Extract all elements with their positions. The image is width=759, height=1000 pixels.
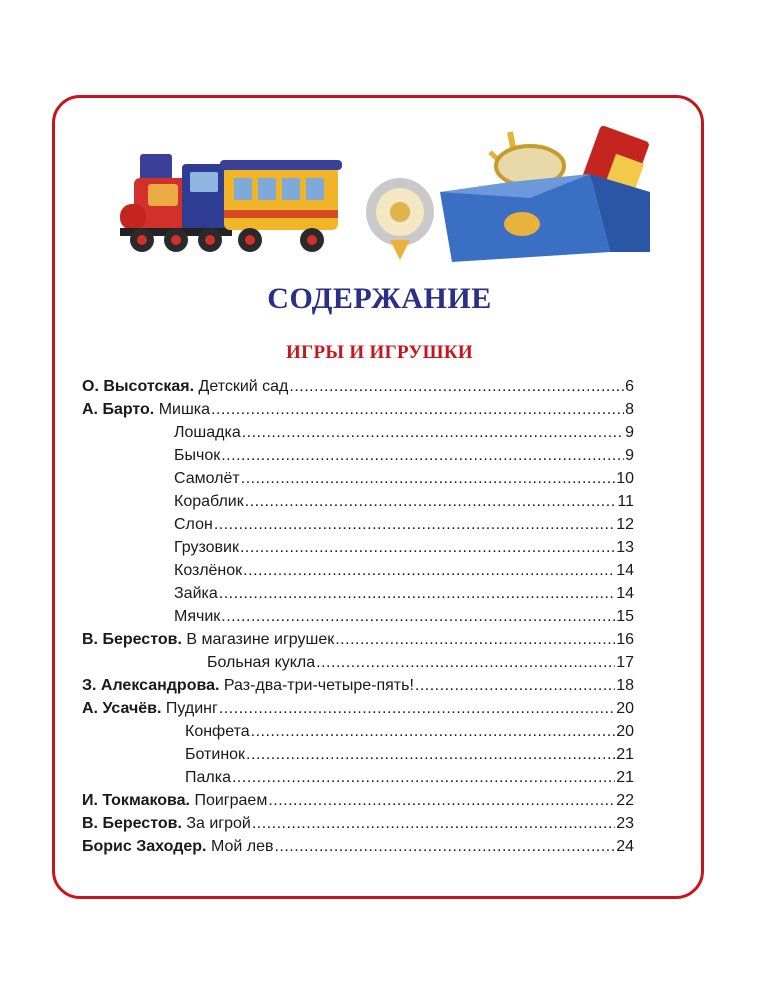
toc-title: Грузовик: [174, 539, 239, 556]
toc-page-number: 9: [625, 447, 634, 464]
toc-page-number: 24: [616, 838, 634, 855]
toc-author: Борис Заходер.: [82, 838, 211, 855]
toc-title: За игрой: [186, 815, 251, 832]
toc-title: Детский сад: [198, 378, 289, 395]
toc-leader: [221, 606, 615, 628]
toc-leader: [415, 675, 615, 697]
toc-entry[interactable]: [207, 652, 634, 674]
toc-title: Лошадка: [174, 424, 241, 441]
toc-entry[interactable]: [82, 813, 634, 835]
toc-entry[interactable]: [174, 445, 634, 467]
toc-entry[interactable]: [174, 583, 634, 605]
toc-title: Ботинок: [185, 746, 246, 763]
toc-title: Мишка: [158, 401, 211, 418]
toc-page-number: 20: [616, 723, 634, 740]
toc-entry[interactable]: [185, 767, 634, 789]
toc-page-number: 12: [616, 516, 634, 533]
toc-title: Самолёт: [174, 470, 240, 487]
toc-page-number: 13: [616, 539, 634, 556]
section-title: ИГРЫ И ИГРУШКИ: [286, 342, 473, 363]
toc-leader: [242, 422, 624, 444]
toc-page-number: 8: [625, 401, 634, 418]
toc-author: О. Высотская.: [82, 378, 199, 395]
toc-page-number: 21: [616, 769, 634, 786]
toc-leader: [241, 468, 615, 490]
toc-leader: [316, 652, 615, 674]
toy-train-icon: [120, 154, 342, 252]
toc-author: И. Токмакова.: [82, 792, 195, 809]
toc-entry[interactable]: [174, 468, 634, 490]
toc-page-number: 15: [616, 608, 634, 625]
toc-page-number: 10: [616, 470, 634, 487]
toc-entry[interactable]: [82, 675, 634, 697]
toc-title: Зайка: [174, 585, 218, 602]
toc-title: Раз-два-три-четыре-пять!: [223, 677, 414, 694]
toc-page-number: 14: [616, 562, 634, 579]
toc-page-number: 17: [616, 654, 634, 671]
toc-title: Слон: [174, 516, 213, 533]
toc-leader: [245, 491, 617, 513]
toc-page-number: 11: [617, 493, 634, 510]
toc-entry[interactable]: [174, 537, 634, 559]
toc-title: Больная кукла: [207, 654, 316, 671]
toc-entry[interactable]: [185, 721, 634, 743]
toc-leader: [289, 376, 624, 398]
toc-leader: [243, 560, 615, 582]
toc-leader: [268, 790, 615, 812]
toys-illustration: [90, 112, 670, 282]
toc-page-number: 21: [616, 746, 634, 763]
toc-title: Поиграем: [194, 792, 268, 809]
toc-leader: [240, 537, 615, 559]
toc-title: Козлёнок: [174, 562, 243, 579]
toc-leader: [232, 767, 615, 789]
toc-leader: [214, 514, 615, 536]
toc-leader: [221, 445, 624, 467]
toc-entry[interactable]: [82, 376, 634, 398]
toc-author: А. Усачёв.: [82, 700, 166, 717]
toc-title: Мой лев: [210, 838, 274, 855]
toc-author: А. Барто.: [82, 401, 159, 418]
toc-entry[interactable]: [82, 790, 634, 812]
toc-leader: [274, 836, 615, 858]
toc-entry[interactable]: [82, 698, 634, 720]
toc-page-number: 22: [616, 792, 634, 809]
toc-entry[interactable]: [82, 836, 634, 858]
toc-entry[interactable]: [82, 399, 634, 421]
page-title: СОДЕРЖАНИЕ: [267, 282, 492, 315]
toc-title: Бычок: [174, 447, 221, 464]
toc-leader: [252, 813, 615, 835]
toc-page-number: 18: [616, 677, 634, 694]
toc-author: З. Александрова.: [82, 677, 224, 694]
toc-entry[interactable]: [82, 629, 634, 651]
toc-author: В. Берестов.: [82, 631, 187, 648]
toc-leader: [211, 399, 624, 421]
toc-entry[interactable]: [174, 491, 634, 513]
toc-page-number: 9: [625, 424, 634, 441]
toc-title: Конфета: [185, 723, 250, 740]
spinning-top-icon: [366, 178, 434, 260]
toc-leader: [219, 698, 615, 720]
toc-page-number: 14: [616, 585, 634, 602]
toc-title: В магазине игрушек: [186, 631, 335, 648]
toc-page-number: 20: [616, 700, 634, 717]
toc-author: В. Берестов.: [82, 815, 187, 832]
toc-leader: [246, 744, 615, 766]
toc-leader: [251, 721, 616, 743]
toc-entry[interactable]: [174, 514, 634, 536]
toc-page-number: 23: [616, 815, 634, 832]
toc-page-number: 6: [625, 378, 634, 395]
toc-entry[interactable]: [174, 560, 634, 582]
toc-entry[interactable]: [174, 606, 634, 628]
toc-title: Палка: [185, 769, 231, 786]
toc-entry[interactable]: [174, 422, 634, 444]
toc-leader: [335, 629, 615, 651]
toc-leader: [219, 583, 615, 605]
toc-title: Мячик: [174, 608, 221, 625]
toy-box-icon: [440, 125, 650, 262]
toc-title: Кораблик: [174, 493, 244, 510]
toc-page-number: 16: [616, 631, 634, 648]
toc-entry[interactable]: [185, 744, 634, 766]
toc-title: Пудинг: [165, 700, 218, 717]
